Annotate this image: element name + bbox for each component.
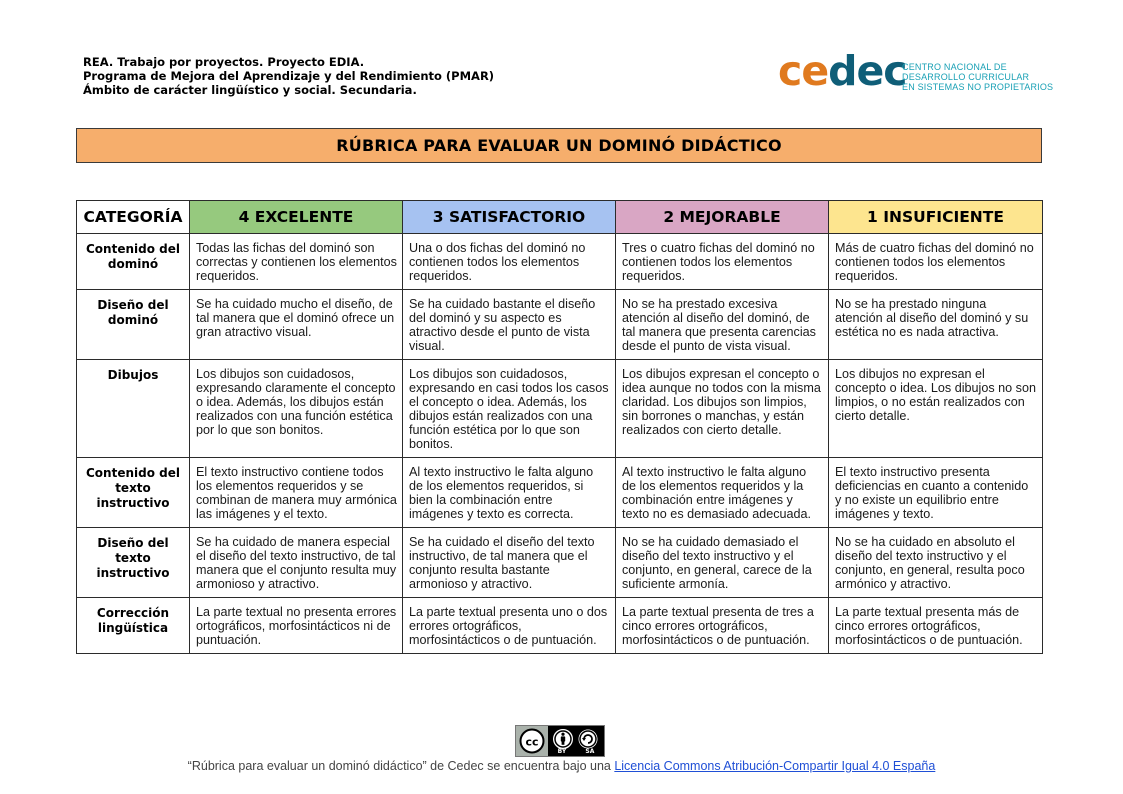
table-cell: Los dibujos expresan el concepto o idea aunque no todos con la misma claridad. Los dibujos son limpios, sin borrones o manchas, y están realizados con cierto detalle. xyxy=(616,360,829,458)
table-cell: Se ha cuidado mucho el diseño, de tal manera que el dominó ofrece un gran atractivo visual. xyxy=(190,290,403,360)
table-cell: Se ha cuidado de manera especial el diseño del texto instructivo, de tal manera que el conjunto resulta muy armonioso y atractivo. xyxy=(190,528,403,598)
svg-text:cc: cc xyxy=(525,735,539,749)
table-row xyxy=(77,234,1043,290)
sa-label: SA xyxy=(585,748,595,755)
table-row xyxy=(77,528,1043,598)
cc-license-badge[interactable] xyxy=(515,725,605,757)
table-cell: Los dibujos son cuidadosos, expresando claramente el concepto o idea. Además, los dibujos están realizados con una función estética por lo que son bonitos. xyxy=(190,360,403,458)
license-link[interactable]: Licencia Commons Atribución-Compartir Igual 4.0 España xyxy=(614,759,936,773)
cc-attribution-panel xyxy=(548,726,604,756)
table-cell: La parte textual presenta más de cinco errores ortográficos, morfosintácticos o de puntuación. xyxy=(829,598,1043,654)
header-insuficiente: 1 INSUFICIENTE xyxy=(829,201,1043,234)
header-categoria: CATEGORÍA xyxy=(77,201,190,234)
table-row xyxy=(77,598,1043,654)
cedec-tagline: CENTRO NACIONAL DE DESARROLLO CURRICULAR EN SISTEMAS NO PROPIETARIOS xyxy=(902,62,1054,92)
table-cell: La parte textual presenta de tres a cinco errores ortográficos, morfosintácticos o de puntuación. xyxy=(616,598,829,654)
table-cell: No se ha prestado ninguna atención al diseño del dominó y su estética no es nada atractiva. xyxy=(829,290,1043,360)
rubric-title: RÚBRICA PARA EVALUAR UN DOMINÓ DIDÁCTICO xyxy=(76,128,1042,163)
row-category: Diseño del texto instructivo xyxy=(77,528,190,598)
footer-text: “Rúbrica para evaluar un dominó didáctico” de Cedec se encuentra bajo una xyxy=(187,759,615,773)
header-line-3: Ámbito de carácter lingüístico y social. Secundaria. xyxy=(83,83,417,97)
table-cell: Los dibujos son cuidadosos, expresando en casi todos los casos el concepto o idea. Además, los dibujos están realizados con una función estética por lo que son bonitos. xyxy=(403,360,616,458)
table-cell: No se ha cuidado demasiado el diseño del texto instructivo y el conjunto, en general, carece de la suficiente armonía. xyxy=(616,528,829,598)
header-line-2: Programa de Mejora del Aprendizaje y del Rendimiento (PMAR) xyxy=(83,69,495,83)
table-cell: Todas las fichas del dominó son correctas y contienen los elementos requeridos. xyxy=(190,234,403,290)
share-alike-icon xyxy=(577,728,599,750)
table-row xyxy=(77,458,1043,528)
row-category: Contenido del dominó xyxy=(77,234,190,290)
header-line-1: REA. Trabajo por proyectos. Proyecto EDIA. xyxy=(83,55,365,69)
table-cell: Al texto instructivo le falta alguno de los elementos requeridos y la combinación entre imágenes y texto no es demasiado adecuada. xyxy=(616,458,829,528)
table-cell: Una o dos fichas del dominó no contienen todos los elementos requeridos. xyxy=(403,234,616,290)
table-cell: Los dibujos no expresan el concepto o idea. Los dibujos no son limpios, o no están realizados con cierto detalle. xyxy=(829,360,1043,458)
table-row xyxy=(77,290,1043,360)
attribution-icon xyxy=(552,728,574,750)
table-cell: La parte textual presenta uno o dos errores ortográficos, morfosintácticos o de puntuación. xyxy=(403,598,616,654)
table-cell: Tres o cuatro fichas del dominó no contienen todos los elementos requeridos. xyxy=(616,234,829,290)
table-cell: No se ha cuidado en absoluto el diseño del texto instructivo y el conjunto, en general, resulta poco armónico y atractivo. xyxy=(829,528,1043,598)
cedec-wordmark: cedec xyxy=(778,47,907,95)
header-mejorable: 2 MEJORABLE xyxy=(616,201,829,234)
table-cell: Al texto instructivo le falta alguno de los elementos requeridos, si bien la combinación entre imágenes y texto es correcta. xyxy=(403,458,616,528)
table-cell: La parte textual no presenta errores ortográficos, morfosintácticos ni de puntuación. xyxy=(190,598,403,654)
table-cell: Se ha cuidado el diseño del texto instructivo, de tal manera que el conjunto resulta bastante armonioso y atractivo. xyxy=(403,528,616,598)
header-satisfactorio: 3 SATISFACTORIO xyxy=(403,201,616,234)
table-cell: Más de cuatro fichas del dominó no contienen todos los elementos requeridos. xyxy=(829,234,1043,290)
table-cell: El texto instructivo contiene todos los elementos requeridos y se combinan de manera muy armónica las imágenes y el texto. xyxy=(190,458,403,528)
row-category: Contenido del texto instructivo xyxy=(77,458,190,528)
license-footer xyxy=(0,759,1123,773)
rubric-table xyxy=(76,200,1043,654)
cc-icon xyxy=(516,726,548,756)
table-cell: Se ha cuidado bastante el diseño del dominó y su aspecto es atractivo desde el punto de vista visual. xyxy=(403,290,616,360)
row-category: Diseño del dominó xyxy=(77,290,190,360)
table-header-row xyxy=(77,201,1043,234)
row-category: Corrección lingüística xyxy=(77,598,190,654)
document-header xyxy=(83,55,494,97)
by-label: BY xyxy=(557,748,567,755)
header-excelente: 4 EXCELENTE xyxy=(190,201,403,234)
table-cell: No se ha prestado excesiva atención al diseño del dominó, de tal manera que presenta carencias desde el punto de vista visual. xyxy=(616,290,829,360)
row-category: Dibujos xyxy=(77,360,190,458)
table-cell: El texto instructivo presenta deficiencias en cuanto a contenido y no existe un equilibrio entre imágenes y texto. xyxy=(829,458,1043,528)
table-row xyxy=(77,360,1043,458)
